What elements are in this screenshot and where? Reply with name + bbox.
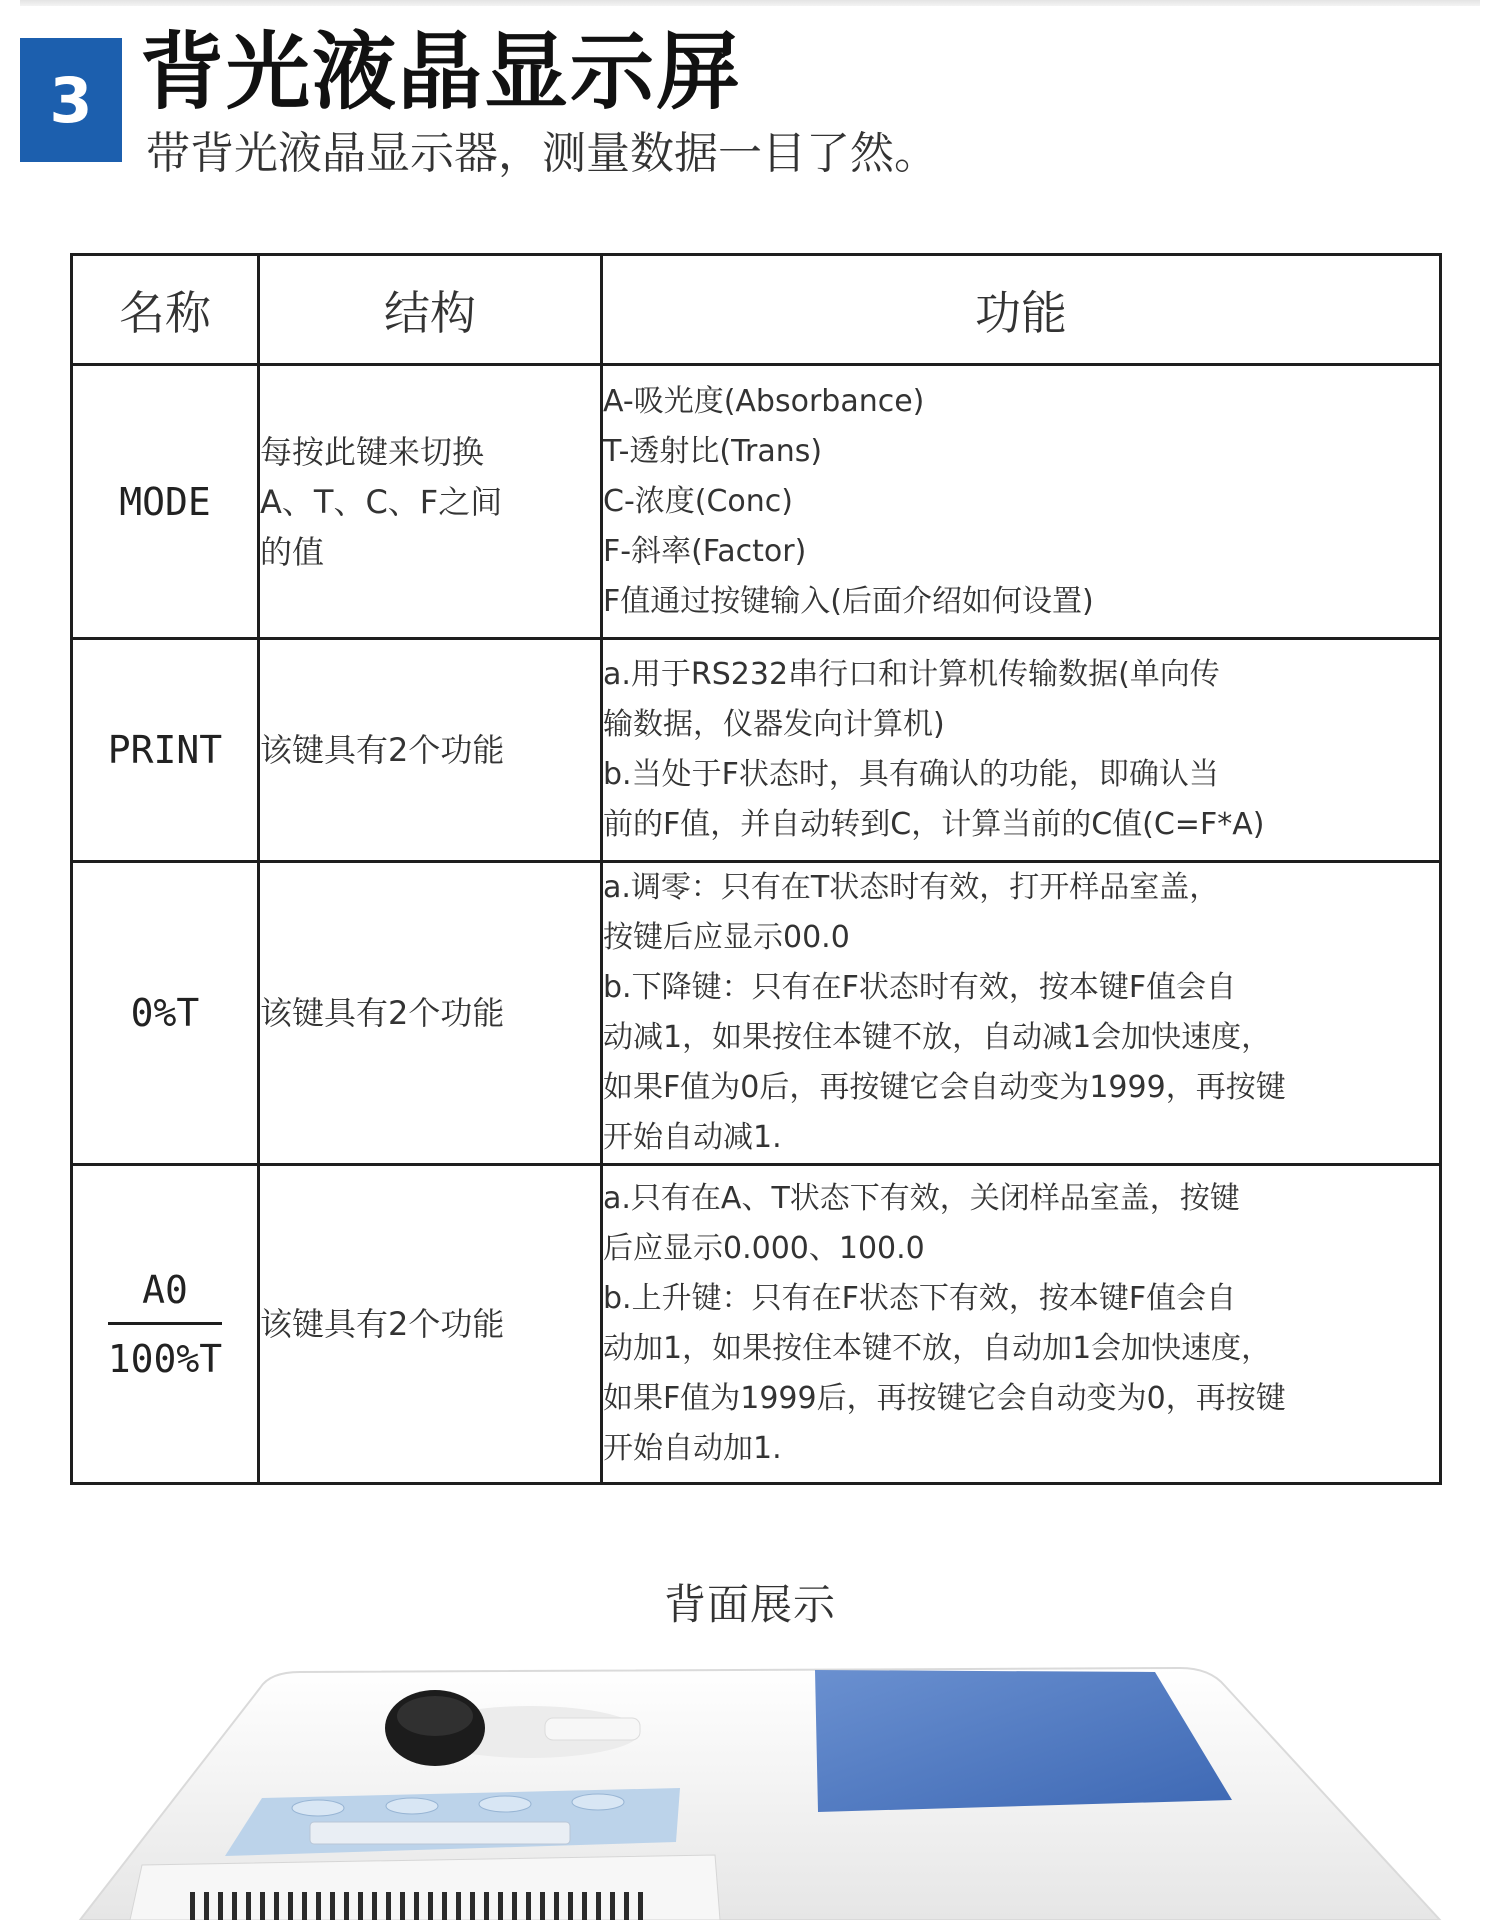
function-line: 开始自动加1. — [603, 1431, 782, 1466]
key-name: 0%T — [72, 862, 259, 1165]
header-structure: 结构 — [259, 255, 602, 365]
table-row — [72, 365, 1441, 639]
function-line: b.上升键：只有在F状态下有效，按本键F值会自 — [603, 1281, 1237, 1316]
key-function-table — [70, 253, 1442, 1485]
section-subtitle: 带背光液晶显示器，测量数据一目了然。 — [146, 128, 938, 179]
spectrophotometer-illustration — [0, 1660, 1500, 1920]
function-line: 如果F值为0后，再按键它会自动变为1999，再按键 — [603, 1070, 1286, 1105]
top-divider — [20, 0, 1480, 6]
key-function — [602, 639, 1441, 862]
function-line: F-斜率(Factor) — [603, 533, 807, 569]
device-photo — [0, 1660, 1500, 1920]
structure-line: 的值 — [260, 532, 325, 571]
header-function: 功能 — [602, 255, 1441, 365]
function-line: 后应显示0.000、100.0 — [603, 1231, 925, 1266]
slot-recess — [545, 1718, 640, 1740]
keypad-button-icon — [479, 1796, 531, 1812]
key-structure — [259, 365, 602, 639]
function-line: T-透射比(Trans) — [603, 433, 823, 469]
function-line: 输数据，仪器发向计算机) — [603, 707, 945, 742]
structure-line: A、T、C、F之间 — [260, 482, 503, 521]
key-function — [602, 862, 1441, 1165]
function-line: 动加1，如果按住本键不放，自动加1会加快速度， — [603, 1331, 1272, 1366]
function-line: 动减1，如果按住本键不放，自动减1会加快速度， — [603, 1020, 1272, 1055]
table-row — [72, 862, 1441, 1165]
lcd-window — [310, 1822, 570, 1844]
key-name-fraction — [72, 1165, 259, 1484]
function-line: 开始自动减1. — [603, 1120, 782, 1155]
function-line: C-浓度(Conc) — [603, 483, 793, 519]
function-line: A-吸光度(Absorbance) — [603, 383, 925, 419]
key-name-top: A0 — [108, 1262, 222, 1325]
section-title: 背光液晶显示屏 — [140, 23, 743, 121]
key-function — [602, 365, 1441, 639]
function-line: 前的F值，并自动转到C，计算当前的C值(C=F*A) — [603, 807, 1265, 842]
key-structure: 该键具有2个功能 — [259, 862, 602, 1165]
table-header-row — [72, 255, 1441, 365]
key-structure: 该键具有2个功能 — [259, 1165, 602, 1484]
section-number-badge: 3 — [20, 38, 122, 162]
keypad-button-icon — [572, 1794, 624, 1810]
keypad-button-icon — [292, 1800, 344, 1816]
function-line: b.下降键：只有在F状态时有效，按本键F值会自 — [603, 970, 1237, 1005]
function-line: 如果F值为1999后，再按键它会自动变为0，再按键 — [603, 1381, 1286, 1416]
function-line: a.只有在A、T状态下有效，关闭样品室盖，按键 — [603, 1181, 1240, 1216]
header-name: 名称 — [72, 255, 259, 365]
key-name-bottom: 100%T — [107, 1336, 223, 1381]
key-name: PRINT — [72, 639, 259, 862]
keypad-button-icon — [386, 1798, 438, 1814]
key-name: MODE — [72, 365, 259, 639]
key-function — [602, 1165, 1441, 1484]
function-line: 按键后应显示00.0 — [603, 920, 850, 955]
back-view-caption: 背面展示 — [663, 1580, 836, 1629]
table-row — [72, 639, 1441, 862]
key-structure: 该键具有2个功能 — [259, 639, 602, 862]
function-line: b.当处于F状态时，具有确认的功能，即确认当 — [603, 757, 1219, 792]
function-line: a.调零：只有在T状态时有效，打开样品室盖， — [603, 870, 1220, 905]
function-line: a.用于RS232串行口和计算机传输数据(单向传 — [603, 657, 1220, 692]
structure-line: 每按此键来切换 — [260, 432, 485, 471]
table-row — [72, 1165, 1441, 1484]
function-line: F值通过按键输入(后面介绍如何设置) — [603, 583, 1094, 619]
